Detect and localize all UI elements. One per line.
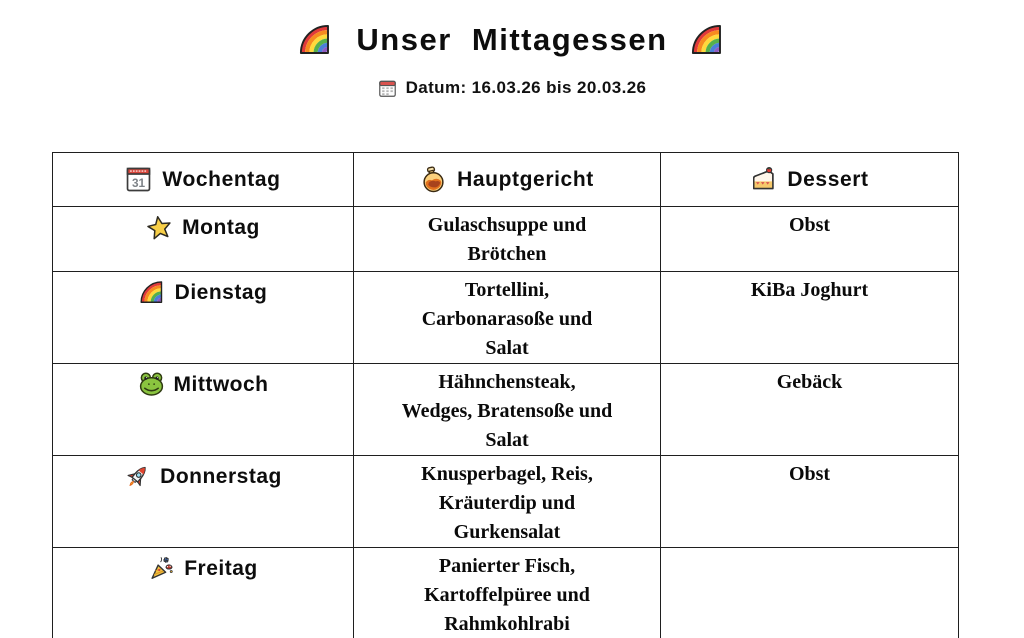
svg-text:31: 31 (132, 176, 146, 191)
header-cell-dessert (661, 153, 959, 207)
calendar-icon (378, 79, 397, 98)
main-dish-text: Gulaschsuppe und Brötchen (427, 214, 587, 265)
menu-row-donnerstag (53, 456, 959, 548)
page-title: Unser Mittagessen (356, 22, 668, 57)
day-cell-content (53, 555, 353, 582)
day-label: Montag (182, 215, 260, 239)
shortcake-icon (750, 166, 777, 193)
day-cell-content (53, 371, 353, 398)
day-cell-content (53, 279, 353, 306)
party-popper-icon (148, 555, 175, 582)
main-dish-cell (354, 456, 661, 548)
frog-icon (138, 371, 165, 398)
main-dish-cell (354, 364, 661, 456)
day-label: Mittwoch (173, 372, 269, 396)
rainbow-icon (688, 22, 728, 58)
header-label: Wochentag (162, 167, 281, 191)
dessert-text: Obst (788, 214, 831, 236)
main-dish-cell (354, 207, 661, 272)
day-cell-content (53, 463, 353, 490)
main-dish-cell (354, 548, 661, 638)
header-label: Dessert (787, 167, 869, 191)
table-header-row (53, 153, 959, 207)
dessert-cell (661, 364, 959, 456)
menu-row-montag (53, 207, 959, 272)
date-line (0, 78, 1024, 98)
pot-of-food-icon (420, 166, 447, 193)
date-range-text: Datum: 16.03.26 bis 20.03.26 (405, 78, 647, 97)
page-header (0, 22, 1024, 58)
dessert-text: Gebäck (776, 371, 843, 393)
day-label: Freitag (184, 556, 258, 580)
day-label: Dienstag (174, 280, 268, 304)
menu-table (52, 152, 959, 638)
menu-row-dienstag (53, 272, 959, 364)
day-cell (53, 272, 354, 364)
main-dish-text: Tortellini, Carbonarasoße und Salat (421, 279, 593, 359)
rainbow-icon (296, 22, 336, 58)
menu-row-freitag (53, 548, 959, 638)
dessert-cell (661, 207, 959, 272)
day-cell (53, 364, 354, 456)
dessert-text: Obst (788, 463, 831, 485)
dessert-text: KiBa Joghurt (750, 279, 869, 301)
day-cell (53, 456, 354, 548)
header-label: Hauptgericht (457, 167, 594, 191)
day-cell-content (53, 214, 353, 241)
day-cell (53, 207, 354, 272)
star-icon (146, 214, 173, 241)
main-dish-cell (354, 272, 661, 364)
dessert-cell (661, 548, 959, 638)
main-dish-text: Knusperbagel, Reis, Kräuterdip und Gurkensalat (421, 463, 593, 543)
menu-table-body (53, 207, 959, 638)
menu-row-mittwoch (53, 364, 959, 456)
header-cell-wochentag (53, 153, 354, 207)
dessert-cell (661, 272, 959, 364)
main-dish-text: Hähnchensteak, Wedges, Bratensoße und Salat (401, 371, 613, 451)
rocket-icon (124, 463, 151, 490)
day-label: Donnerstag (160, 464, 282, 488)
calendar-31-icon (125, 166, 152, 193)
rainbow-icon (139, 279, 166, 306)
main-dish-text: Panierter Fisch, Kartoffelpüree und Rahmkohlrabi (424, 555, 590, 635)
day-cell (53, 548, 354, 638)
dessert-cell (661, 456, 959, 548)
header-cell-hauptgericht (354, 153, 661, 207)
